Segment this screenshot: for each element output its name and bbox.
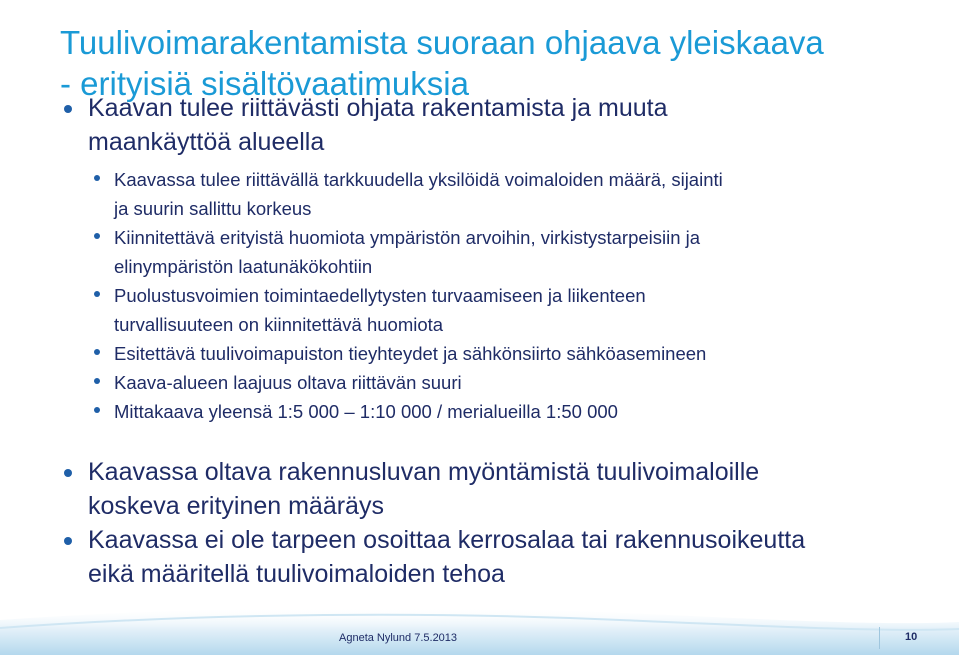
sub-bullet-1-line-1: Kaavassa tulee riittävällä tarkkuudella yksilöidä voimaloiden määrä, sijainti <box>114 169 723 190</box>
bullet-1-line-1: Kaavan tulee riittävästi ohjata rakentamista ja muuta <box>88 94 668 122</box>
sub-bullet-6-line-1: Mittakaava yleensä 1:5 000 – 1:10 000 / merialueilla 1:50 000 <box>114 401 618 422</box>
bullet-1 <box>88 91 948 159</box>
bullet-2 <box>88 455 948 523</box>
title-line-2: - erityisiä sisältövaatimuksia <box>60 65 469 103</box>
bullet-dot-icon <box>64 469 72 477</box>
sub-bullet-3 <box>114 281 944 339</box>
bullet-dot-icon <box>64 105 72 113</box>
sub-bullet-1 <box>114 165 944 223</box>
bullet-1-line-2: maankäyttöä alueella <box>88 128 325 156</box>
sub-bullet-4 <box>114 339 944 368</box>
page-number: 10 <box>905 631 918 643</box>
bullet-dot-icon <box>64 537 72 545</box>
sub-bullet-2 <box>114 223 944 281</box>
title-line-1: Tuulivoimarakentamista suoraan ohjaava yleiskaava <box>60 24 824 62</box>
bullet-3 <box>88 523 948 591</box>
bullet-2-line-1: Kaavassa oltava rakennusluvan myöntämistä tuulivoimaloille <box>88 458 760 486</box>
bullet-3-line-1: Kaavassa ei ole tarpeen osoittaa kerrosalaa tai rakennusoikeutta <box>88 526 806 554</box>
footer-wave-decoration <box>0 598 959 655</box>
sub-bullet-dot-icon <box>94 349 100 355</box>
bullet-3-line-2: eikä määritellä tuulivoimaloiden tehoa <box>88 560 505 588</box>
sub-bullet-2-line-1: Kiinnitettävä erityistä huomiota ympäristön arvoihin, virkistystarpeisiin ja <box>114 227 701 248</box>
sub-bullet-dot-icon <box>94 407 100 413</box>
sub-bullet-2-line-2: elinympäristön laatunäkökohtiin <box>114 256 373 277</box>
sub-bullet-5 <box>114 368 944 397</box>
bullet-2-line-2: koskeva erityinen määräys <box>88 492 384 520</box>
sub-bullet-1-line-2: ja suurin sallittu korkeus <box>114 198 312 219</box>
sub-bullet-3-line-1: Puolustusvoimien toimintaedellytysten turvaamiseen ja liikenteen <box>114 285 646 306</box>
footer-author: Agneta Nylund 7.5.2013 <box>339 632 458 644</box>
sub-bullet-dot-icon <box>94 175 100 181</box>
sub-bullet-dot-icon <box>94 233 100 239</box>
sub-bullet-4-line-1: Esitettävä tuulivoimapuiston tieyhteydet ja sähkönsiirto sähköasemineen <box>114 343 707 364</box>
sub-bullet-6 <box>114 397 944 426</box>
sub-bullet-dot-icon <box>94 291 100 297</box>
sub-bullet-dot-icon <box>94 378 100 384</box>
sub-bullet-5-line-1: Kaava-alueen laajuus oltava riittävän suuri <box>114 372 462 393</box>
sub-bullet-3-line-2: turvallisuuteen on kiinnitettävä huomiota <box>114 314 444 335</box>
footer-divider <box>879 627 880 649</box>
